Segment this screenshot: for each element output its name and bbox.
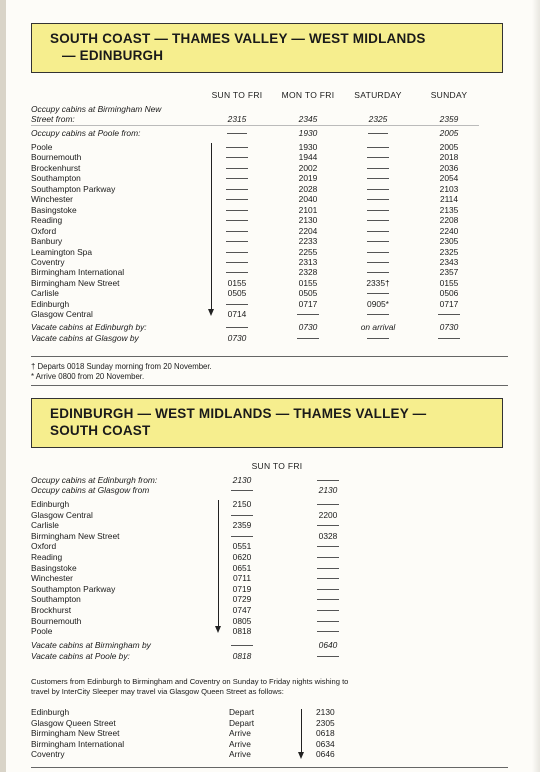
empty-cell-dash — [226, 189, 248, 190]
departure-time: 2335† — [366, 277, 390, 288]
station-name: Glasgow Central — [31, 309, 93, 320]
departure-time: 2040 — [298, 194, 318, 205]
empty-cell-dash — [367, 189, 389, 190]
station-name: Basingstoke — [31, 204, 77, 215]
departure-time: 0747 — [232, 605, 252, 615]
section1-title-banner — [31, 23, 503, 73]
occupy-edinburgh-label: Occupy cabins at Edinburgh from: — [31, 475, 158, 485]
empty-cell-dash — [317, 656, 339, 657]
empty-cell-dash — [317, 589, 339, 590]
empty-cell-dash — [438, 314, 460, 315]
departure-time: 0505 — [298, 288, 318, 299]
empty-cell-dash — [317, 546, 339, 547]
empty-cell-dash — [226, 241, 248, 242]
departure-time: 2018 — [439, 152, 459, 163]
occupy-edinburgh-time: 2130 — [232, 475, 252, 485]
departure-time: 2200 — [318, 509, 338, 520]
occupy-poole-time: 2005 — [439, 128, 459, 138]
departure-time: 0719 — [232, 583, 252, 594]
empty-cell-dash — [226, 262, 248, 263]
departure-time: 2359 — [232, 520, 252, 531]
empty-cell-dash — [297, 338, 319, 339]
departure-time: 0155 — [227, 277, 247, 288]
section-rule — [31, 767, 508, 768]
section2-title-line1: EDINBURGH — WEST MIDLANDS — THAMES VALLEY — — [50, 406, 427, 421]
via-note: Customers from Edinburgh to Birmingham and Coventry on Sunday to Friday nights wishing to — [31, 677, 349, 686]
station-name: Glasgow Central — [31, 509, 93, 520]
empty-cell-dash — [226, 220, 248, 221]
direction-arrow — [211, 143, 212, 311]
empty-cell-dash — [226, 231, 248, 232]
via-station-name: Glasgow Queen Street — [31, 717, 116, 728]
station-name: Coventry — [31, 256, 65, 267]
empty-cell-dash — [367, 241, 389, 242]
direction-arrow — [218, 500, 219, 628]
departure-time: 2130 — [298, 215, 318, 226]
departure-time: 2028 — [298, 183, 318, 194]
empty-cell-dash — [367, 147, 389, 148]
via-time: 2305 — [316, 717, 335, 728]
departure-time: 2101 — [298, 204, 318, 215]
departure-time: 2135 — [439, 204, 459, 215]
direction-arrow — [301, 709, 302, 753]
occupy-birmingham-time: 2345 — [298, 114, 318, 124]
departure-time: 0651 — [232, 562, 252, 573]
station-name: Southampton — [31, 173, 81, 184]
departure-time: 2343 — [439, 256, 459, 267]
empty-cell-dash — [367, 252, 389, 253]
departure-time: 2240 — [439, 225, 459, 236]
station-name: Oxford — [31, 541, 57, 552]
empty-cell-dash — [367, 272, 389, 273]
empty-cell-dash — [367, 210, 389, 211]
vacate-edinburgh-time: on arrival — [360, 321, 396, 332]
departure-time: 2103 — [439, 183, 459, 194]
occupy-birmingham-label: Street from: — [31, 114, 75, 124]
departure-time: 2305 — [439, 236, 459, 247]
empty-cell-dash — [317, 525, 339, 526]
section1-title-line2: — EDINBURGH — [62, 48, 164, 63]
empty-cell-dash — [226, 272, 248, 273]
station-name: Reading — [31, 552, 63, 562]
via-time: 0618 — [316, 728, 335, 738]
occupy-birmingham-time: 2315 — [227, 114, 247, 124]
via-action: Arrive — [229, 738, 251, 749]
occupy-glasgow-time: 2130 — [318, 485, 338, 495]
departure-time: 0714 — [227, 309, 247, 320]
via-time: 0634 — [316, 738, 335, 749]
departure-time: 0328 — [318, 530, 338, 541]
empty-cell-dash — [317, 480, 339, 481]
empty-cell-dash — [317, 621, 339, 622]
departure-time: 2036 — [439, 162, 459, 173]
departure-time: 2002 — [298, 162, 318, 173]
empty-cell-dash — [367, 220, 389, 221]
station-name: Bournemouth — [31, 615, 82, 626]
direction-arrowhead — [208, 309, 214, 316]
via-station-name: Coventry — [31, 749, 65, 759]
empty-cell-dash — [226, 252, 248, 253]
empty-cell-dash — [226, 168, 248, 169]
empty-cell-dash — [297, 314, 319, 315]
occupy-birmingham-time: 2325 — [368, 114, 388, 124]
empty-cell-dash — [367, 293, 389, 294]
departure-time: 0717 — [298, 298, 318, 309]
vacate-edinburgh-time: 0730 — [439, 321, 459, 332]
empty-cell-dash — [367, 157, 389, 158]
empty-cell-dash — [226, 147, 248, 148]
departure-time: 2357 — [439, 267, 459, 278]
empty-cell-dash — [226, 304, 248, 305]
via-action: Arrive — [229, 749, 251, 759]
station-name: Carlisle — [31, 288, 59, 299]
vacate-poole-time: 0818 — [232, 650, 252, 661]
departure-time: 2233 — [298, 236, 318, 247]
departure-time: 0505 — [227, 288, 247, 299]
empty-cell-dash — [317, 578, 339, 579]
empty-cell-dash — [317, 631, 339, 632]
column-header: SATURDAY — [354, 90, 402, 100]
empty-cell-dash — [226, 157, 248, 158]
station-name: Southampton Parkway — [31, 183, 116, 194]
empty-cell-dash — [231, 490, 253, 491]
via-station-name: Birmingham New Street — [31, 728, 120, 738]
departure-time: 0905* — [367, 298, 389, 309]
station-name: Carlisle — [31, 520, 59, 531]
occupy-birmingham-label: Occupy cabins at Birmingham New — [31, 104, 162, 114]
vacate-birmingham-time: 0640 — [318, 639, 338, 650]
departure-time: 2019 — [298, 173, 318, 184]
footnote: * Arrive 0800 from 20 November. — [31, 372, 145, 381]
page-edge-left — [0, 0, 6, 772]
departure-time: 2054 — [439, 173, 459, 184]
section1-title-line1: SOUTH COAST — THAMES VALLEY — WEST MIDLANDS — [50, 31, 426, 46]
empty-cell-dash — [438, 338, 460, 339]
station-name: Basingstoke — [31, 562, 77, 573]
station-name: Banbury — [31, 236, 63, 247]
direction-arrowhead — [298, 752, 304, 759]
empty-cell-dash — [231, 645, 253, 646]
vacate-edinburgh-label: Vacate cabins at Edinburgh by: — [31, 321, 147, 332]
station-name: Birmingham New Street — [31, 277, 120, 288]
departure-time: 1930 — [298, 142, 318, 152]
departure-time: 2208 — [439, 215, 459, 226]
station-name: Southampton Parkway — [31, 583, 116, 594]
vacate-edinburgh-time: 0730 — [298, 321, 318, 332]
via-note: travel by InterCity Sleeper may travel via Glasgow Queen Street as follows: — [31, 687, 284, 696]
departure-time: 0805 — [232, 615, 252, 626]
empty-cell-dash — [317, 557, 339, 558]
empty-cell-dash — [227, 133, 247, 134]
divider — [31, 125, 479, 126]
via-station-name: Edinburgh — [31, 707, 70, 717]
vacate-glasgow-label: Vacate cabins at Glasgow by — [31, 332, 139, 343]
empty-cell-dash — [367, 338, 389, 339]
empty-cell-dash — [226, 178, 248, 179]
empty-cell-dash — [231, 536, 253, 537]
occupy-poole-label: Occupy cabins at Poole from: — [31, 128, 141, 138]
station-name: Birmingham International — [31, 267, 125, 278]
empty-cell-dash — [367, 168, 389, 169]
page-edge-right — [532, 0, 540, 772]
direction-arrowhead — [215, 626, 221, 633]
station-name: Southampton — [31, 594, 81, 605]
empty-cell-dash — [317, 568, 339, 569]
departure-time: 0551 — [232, 541, 252, 552]
column-header: MON TO FRI — [281, 90, 335, 100]
departure-time: 2255 — [298, 246, 318, 257]
empty-cell-dash — [317, 504, 339, 505]
departure-time: 0620 — [232, 552, 252, 562]
section-rule — [31, 385, 508, 386]
empty-cell-dash — [231, 515, 253, 516]
departure-time: 0506 — [439, 288, 459, 299]
vacate-birmingham-label: Vacate cabins at Birmingham by — [31, 639, 151, 650]
section2-title-banner — [31, 398, 503, 448]
section2-title-line2: SOUTH COAST — [50, 423, 151, 438]
empty-cell-dash — [367, 231, 389, 232]
station-name: Winchester — [31, 573, 73, 584]
empty-cell-dash — [317, 599, 339, 600]
station-name: Poole — [31, 142, 53, 152]
station-name: Leamington Spa — [31, 246, 92, 257]
departure-time: 0155 — [298, 277, 318, 288]
column-header: SUNDAY — [430, 90, 468, 100]
column-header: SUN TO FRI — [251, 461, 303, 471]
departure-time: 2005 — [439, 142, 459, 152]
station-name: Brockenhurst — [31, 162, 81, 173]
departure-time: 2325 — [439, 246, 459, 257]
occupy-glasgow-label: Occupy cabins at Glasgow from — [31, 485, 150, 495]
departure-time: 2313 — [298, 256, 318, 267]
departure-time: 2114 — [439, 194, 458, 205]
station-name: Edinburgh — [31, 298, 70, 309]
departure-time: 0729 — [232, 594, 252, 605]
station-name: Bournemouth — [31, 152, 82, 163]
via-time: 0646 — [316, 749, 335, 759]
via-action: Depart — [229, 707, 255, 717]
station-name: Reading — [31, 215, 63, 226]
empty-cell-dash — [226, 210, 248, 211]
departure-time: 0818 — [232, 626, 252, 637]
occupy-poole-time: 1930 — [298, 128, 318, 138]
departure-time: 2204 — [298, 225, 318, 236]
departure-time: 0717 — [439, 298, 459, 309]
empty-cell-dash — [317, 610, 339, 611]
station-name: Brockhurst — [31, 605, 72, 615]
departure-time: 2150 — [232, 499, 252, 509]
section-rule — [31, 356, 508, 357]
departure-time: 0711 — [232, 573, 251, 584]
via-action: Arrive — [229, 728, 251, 738]
column-header: SUN TO FRI — [211, 90, 263, 100]
footnote: † Departs 0018 Sunday morning from 20 November. — [31, 362, 212, 371]
empty-cell-dash — [367, 199, 389, 200]
empty-cell-dash — [367, 262, 389, 263]
vacate-poole-label: Vacate cabins at Poole by: — [31, 650, 130, 661]
station-name: Poole — [31, 626, 53, 637]
station-name: Oxford — [31, 225, 57, 236]
departure-time: 2328 — [298, 267, 318, 278]
via-action: Depart — [229, 717, 255, 728]
departure-time: 1944 — [298, 152, 318, 163]
via-time: 2130 — [316, 707, 335, 717]
station-name: Winchester — [31, 194, 73, 205]
departure-time: 0155 — [439, 277, 459, 288]
vacate-glasgow-time: 0730 — [227, 332, 247, 343]
occupy-birmingham-time: 2359 — [439, 114, 459, 124]
empty-cell-dash — [367, 314, 389, 315]
station-name: Birmingham New Street — [31, 530, 120, 541]
empty-cell-dash — [368, 133, 388, 134]
station-name: Edinburgh — [31, 499, 70, 509]
empty-cell-dash — [226, 199, 248, 200]
empty-cell-dash — [367, 178, 389, 179]
empty-cell-dash — [226, 327, 248, 328]
via-station-name: Birmingham International — [31, 738, 125, 749]
